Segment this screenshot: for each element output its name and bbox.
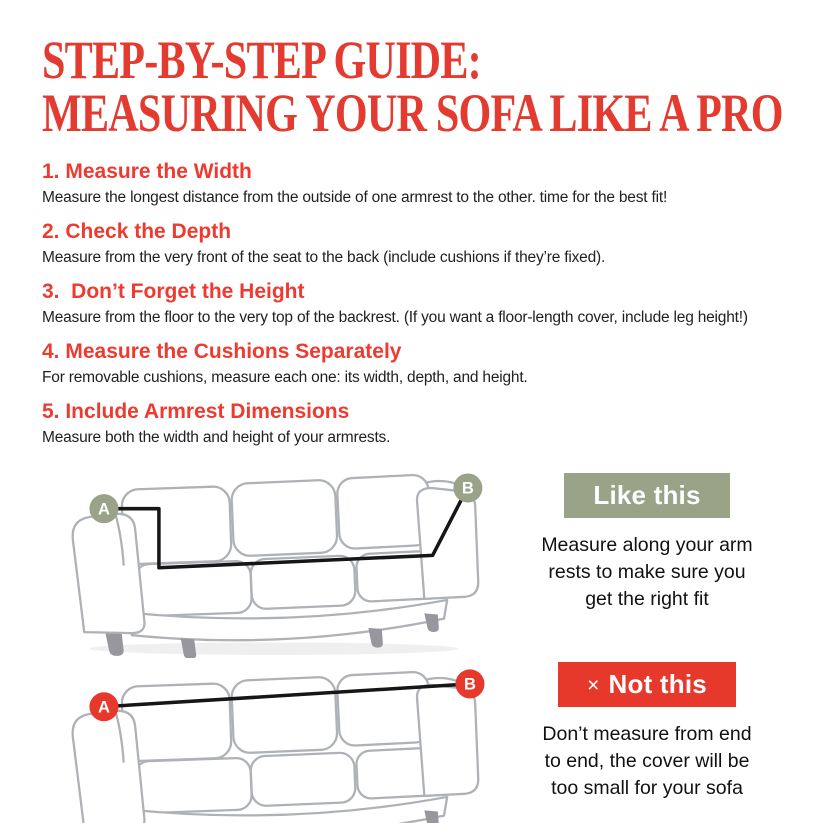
step-1: [42, 160, 793, 207]
sofa-outline: [73, 474, 479, 658]
sofa-leg: [424, 613, 439, 632]
step-5: [42, 400, 793, 447]
step-5-heading: 5. Include Armrest Dimensions: [42, 400, 350, 423]
step-5-body: Measure both the width and height of your armrests.: [42, 429, 391, 446]
sofa-outline: [73, 671, 479, 823]
step-4-heading: 4. Measure the Cushions Separately: [42, 340, 402, 363]
marker-a-label: A: [97, 499, 110, 519]
like-this-badge-label: Like this: [593, 480, 701, 510]
correct-example-row: [0, 461, 823, 658]
step-3-heading: 3. Don’t Forget the Height: [42, 280, 305, 303]
not-caption-line: Don’t measure from end: [542, 723, 752, 745]
title-line-2: MEASURING YOUR SOFA LIKE A PRO: [42, 83, 783, 143]
not-this-badge-label: Not this: [608, 669, 707, 699]
x-icon: ×: [587, 674, 600, 697]
like-caption-line: get the right fit: [585, 588, 709, 610]
marker-b-label: B: [463, 674, 476, 694]
like-this-column: [516, 461, 778, 613]
title-line-1: STEP-BY-STEP GUIDE:: [42, 30, 481, 90]
like-this-caption: [516, 532, 778, 613]
marker-b-label: B: [461, 478, 474, 498]
like-caption-line: rests to make sure you: [548, 561, 746, 583]
step-3: [42, 280, 793, 327]
sofa-leg: [424, 810, 439, 823]
step-4-body: For removable cushions, measure each one: its width, depth, and height.: [42, 369, 528, 386]
sofa-leg: [105, 631, 124, 656]
like-caption-line: Measure along your arm: [541, 534, 753, 556]
page-title: [42, 30, 793, 143]
sofa-leg: [181, 638, 197, 658]
step-2: [42, 220, 793, 267]
sofa-correct-illustration: [16, 461, 514, 658]
step-4: [42, 340, 793, 387]
step-2-heading: 2. Check the Depth: [42, 220, 232, 243]
sofa-incorrect-svg: [56, 658, 492, 823]
not-this-badge: [558, 662, 736, 707]
incorrect-example-row: [0, 658, 823, 823]
sofa-correct-svg: [56, 461, 492, 658]
step-3-body: Measure from the floor to the very top of the backrest. (If you want a floor-length cover, include leg height!): [42, 309, 748, 326]
not-caption-line: too small for your sofa: [551, 777, 743, 799]
steps-list: [42, 160, 793, 447]
sofa-shadow: [89, 642, 458, 654]
step-2-body: Measure from the very front of the seat to the back (include cushions if they’re fixed).: [42, 249, 606, 266]
not-this-caption: [516, 721, 778, 802]
like-this-badge: [564, 473, 729, 518]
marker-a-label: A: [97, 697, 110, 717]
not-this-column: [516, 658, 778, 802]
step-1-heading: 1. Measure the Width: [42, 160, 252, 183]
step-1-body: Measure the longest distance from the outside of one armrest to the other. time for the best fit!: [42, 189, 668, 206]
not-caption-line: to end, the cover will be: [544, 750, 750, 772]
sofa-incorrect-illustration: [16, 658, 514, 823]
